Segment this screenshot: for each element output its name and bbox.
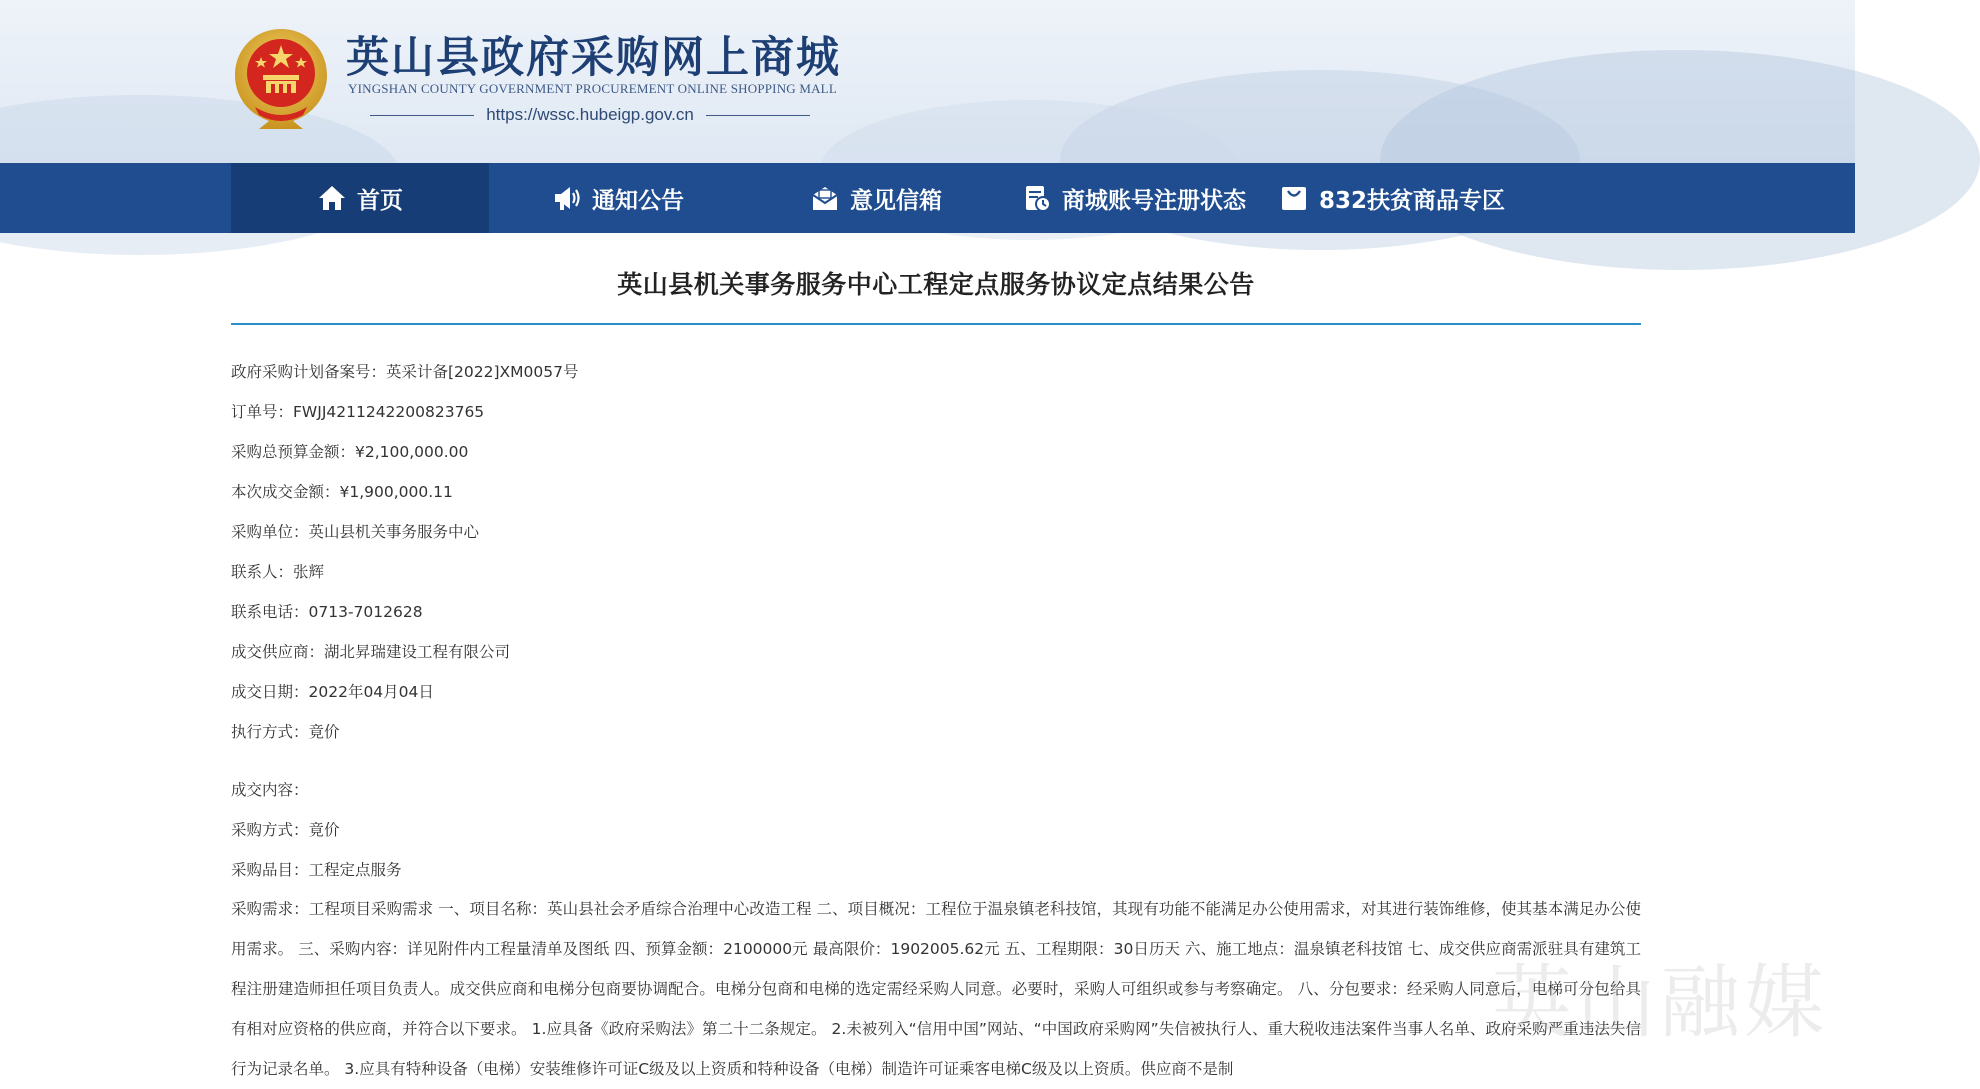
notice-title: 英山县机关事务服务中心工程定点服务协议定点结果公告: [617, 270, 1255, 299]
field-filing-number: 政府采购计划备案号：英采计备[2022]XM0057号: [231, 363, 579, 381]
site-url-row: [370, 104, 810, 126]
shopping-bag-icon: [1279, 183, 1309, 213]
field-contact-person: 联系人：张辉: [231, 563, 325, 581]
field-execution-method: 执行方式：竟价: [231, 723, 340, 741]
nav-item-label: 首页: [357, 187, 403, 214]
nav-item-label: 通知公告: [592, 187, 684, 214]
notice-article: [231, 233, 1641, 1089]
field-deal-content: 成交内容：: [231, 781, 309, 799]
nav-items: [231, 163, 1521, 233]
field-contact-phone: 联系电话：0713-7012628: [231, 603, 423, 621]
divider: [706, 115, 810, 116]
main-nav: [0, 163, 1855, 233]
national-emblem-icon[interactable]: [233, 27, 329, 131]
field-supplier: 成交供应商：湖北昇瑞建设工程有限公司: [231, 643, 511, 661]
spacer: [231, 751, 1641, 769]
field-procurement-method: 采购方式：竟价: [231, 821, 340, 839]
field-deal-amount: 本次成交金额：¥1,900,000.11: [231, 483, 453, 501]
divider: [370, 115, 474, 116]
title-divider: [231, 323, 1641, 325]
nav-item-label: 商城账号注册状态: [1062, 187, 1246, 214]
nav-item-label: 意见信箱: [850, 187, 942, 214]
procurement-requirements: 采购需求：工程项目采购需求 一、项目名称：英山县社会矛盾综合治理中心改造工程 二、项目概况：工程位于温泉镇老科技馆，其现有功能不能满足办公使用需求，对其进行装饰维修，使其基本满足办公使用需求。 三、采购内容：详见附件内工程量清单及图纸 四、预算金额：2100000元 最高限价：1902005.62元 五、工程期限：30日历天 六、施工地点：温泉镇老科技馆 七、成交供应商需派驻具有建筑工程注册建造师担任项目负责人。成交供应商和电梯分包商要协调配合。电梯分包商和电梯的选定需经采购人同意。必要时，采购人可组织或参与考察确定。 八、分包要求：经采购人同意后，电梯可分包给具有相对应资格的供应商，并符合以下要求。 1.应具备《政府采购法》第二十二条规定。 2.未被列入“信用中国”网站、“中国政府采购网”失信被执行人、重大税收违法案件当事人名单、政府采购严重违法失信行为记录名单。 3.应具有特种设备（电梯）安装维修许可证C级及以上资质和特种设备（电梯）制造许可证乘客电梯C级及以上资质。供应商不是制: [231, 900, 1641, 1078]
nav-item-notices[interactable]: [489, 163, 747, 233]
mailbox-icon: [810, 183, 840, 213]
field-deal-date: 成交日期：2022年04月04日: [231, 683, 434, 701]
nav-item-poverty-alleviation[interactable]: [1263, 163, 1521, 233]
field-total-budget: 采购总预算金额：¥2,100,000.00: [231, 443, 469, 461]
nav-item-home[interactable]: [231, 163, 489, 233]
site-subtitle: YINGSHAN COUNTY GOVERNMENT PROCUREMENT ONLINE SHOPPING MALL: [348, 81, 837, 96]
nav-item-label: 832扶贫商品专区: [1318, 187, 1505, 214]
field-purchasing-unit: 采购单位：英山县机关事务服务中心: [231, 523, 480, 541]
nav-item-account-status[interactable]: [1005, 163, 1263, 233]
account-status-icon: [1022, 183, 1052, 213]
site-url[interactable]: https://wssc.hubeigp.gov.cn: [486, 105, 694, 124]
field-order-number: 订单号：FWJJ4211242200823765: [231, 403, 485, 421]
home-icon: [317, 183, 347, 213]
watermark: 英山融媒: [1492, 956, 1828, 1049]
site-title: 英山县政府采购网上商城: [346, 33, 841, 83]
field-procurement-category: 采购品目：工程定点服务: [231, 861, 402, 879]
megaphone-icon: [552, 183, 582, 213]
notice-fields: [231, 351, 1641, 1089]
nav-item-feedback[interactable]: [747, 163, 1005, 233]
header-banner: [0, 0, 1855, 163]
